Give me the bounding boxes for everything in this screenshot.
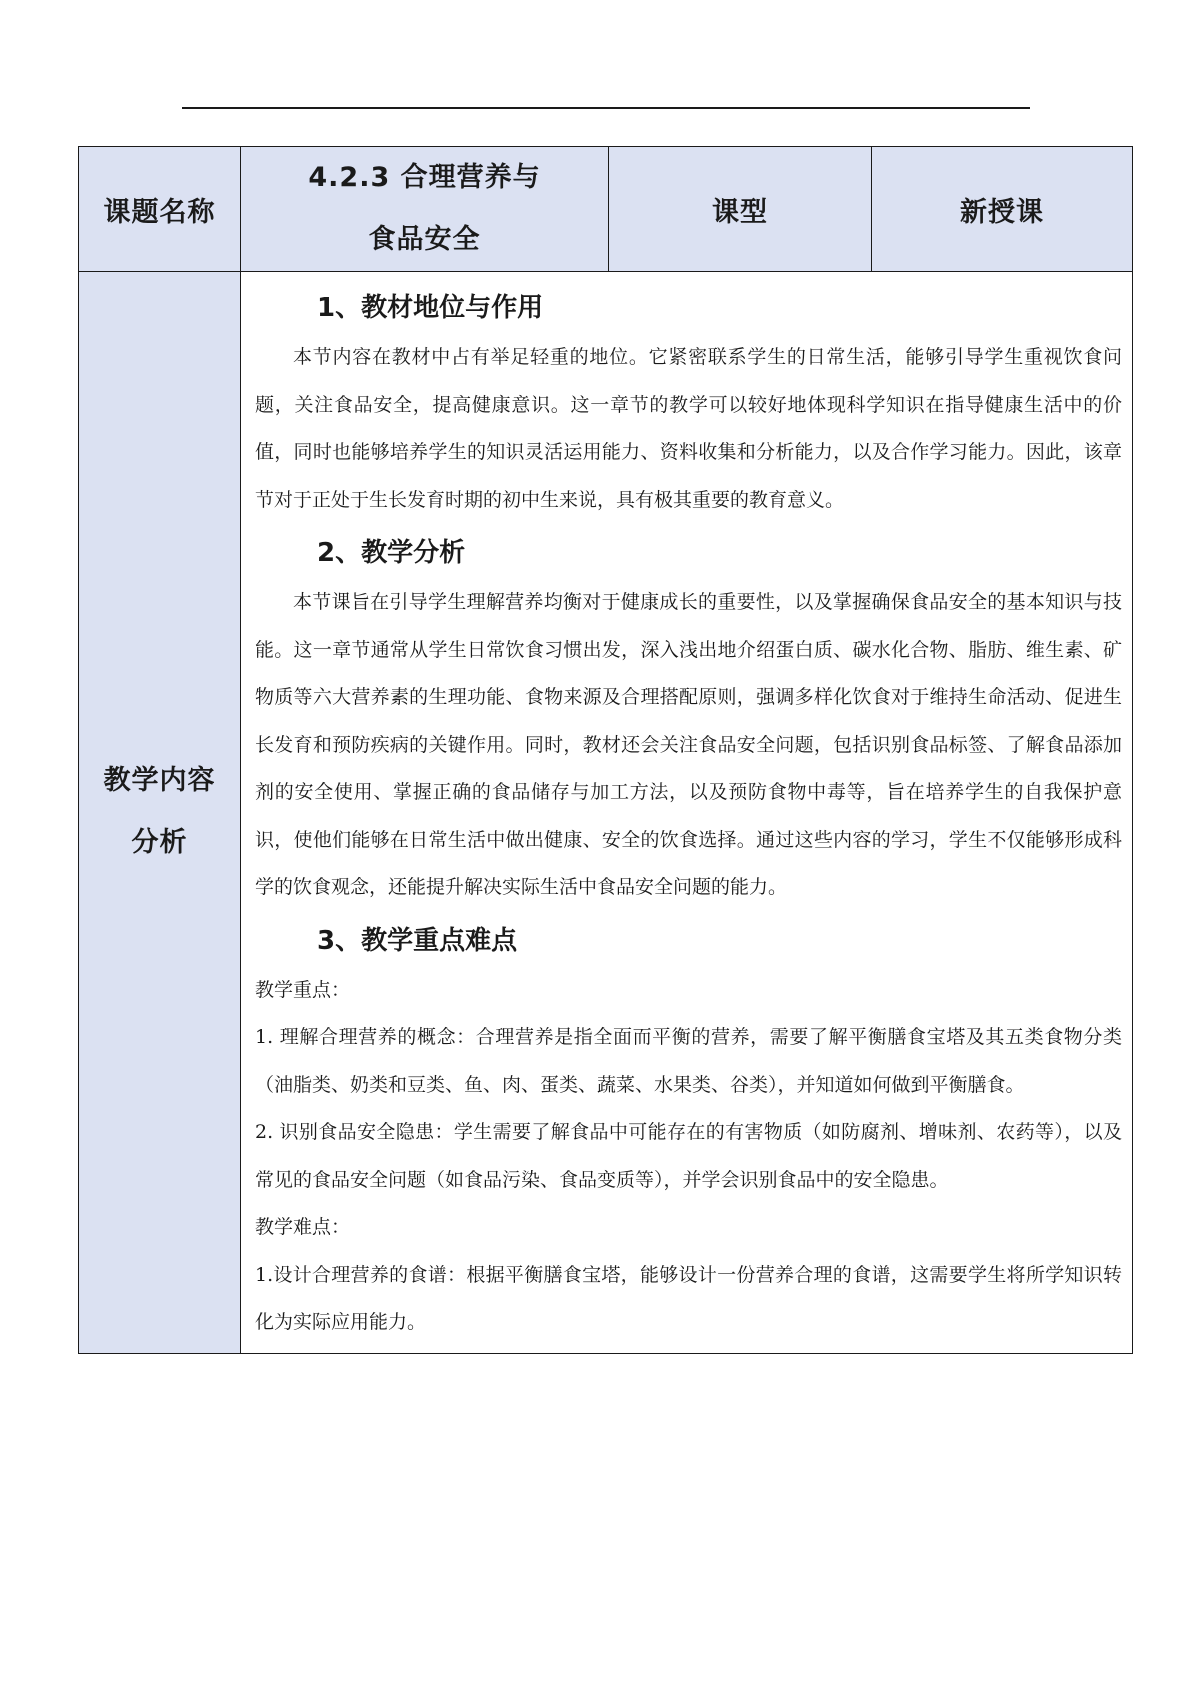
topic-value-line2: 食品安全	[368, 224, 481, 255]
analysis-label-line2: 分析	[131, 827, 188, 859]
key-points-label: 教学重点：	[255, 978, 351, 1001]
analysis-label-line1: 教学内容	[103, 765, 216, 797]
type-value: 新授课	[872, 147, 1133, 272]
section2-title: 2、教学分析	[317, 538, 466, 568]
section3-title: 3、教学重点难点	[317, 925, 518, 956]
key-point-1: 1. 理解合理营养的概念：合理营养是指全面而平衡的营养，需要了解平衡膳食宝塔及其五类食物分类（油脂类、奶类和豆类、鱼、肉、蛋类、蔬菜、水果类、谷类），并知道如何做到平衡膳食。	[255, 1026, 1122, 1096]
analysis-label	[79, 272, 241, 1354]
table-header-row	[79, 147, 1133, 272]
section1-title: 1、教材地位与作用	[317, 293, 544, 323]
difficulty-label: 教学难点：	[255, 1216, 351, 1238]
topic-value	[241, 147, 609, 272]
section2-text: 本节课旨在引导学生理解营养均衡对于健康成长的重要性，以及掌握确保食品安全的基本知识与技能。这一章节通常从学生日常饮食习惯出发，深入浅出地介绍蛋白质、碳水化合物、脂肪、维生素、矿物质等六大营养素的生理功能、食物来源及合理搭配原则，强调多样化饮食对于维持生命活动、促进生长发育和预防疾病的关键作用。同时，教材还会关注食品安全问题，包括识别食品标签、了解食品添加剂的安全使用、掌握正确的食品储存与加工方法，以及预防食物中毒等，旨在培养学生的自我保护意识，使他们能够在日常生活中做出健康、安全的饮食选择。通过这些内容的学习，学生不仅能够形成科学的饮食观念，还能提升解决实际生活中食品安全问题的能力。	[255, 591, 1122, 898]
analysis-content	[241, 272, 1133, 1354]
analysis-row	[79, 272, 1133, 1354]
type-label: 课型	[609, 147, 872, 272]
header-rule	[182, 107, 1030, 109]
topic-label: 课题名称	[79, 147, 241, 272]
difficulty-1: 1.设计合理营养的食谱：根据平衡膳食宝塔，能够设计一份营养合理的食谱，这需要学生将所学知识转化为实际应用能力。	[255, 1263, 1122, 1333]
topic-value-line1: 4.2.3 合理营养与	[308, 162, 541, 193]
section1-text: 本节内容在教材中占有举足轻重的地位。它紧密联系学生的日常生活，能够引导学生重视饮食问题，关注食品安全，提高健康意识。这一章节的教学可以较好地体现科学知识在指导健康生活中的价值，同时也能够培养学生的知识灵活运用能力、资料收集和分析能力，以及合作学习能力。因此，该章节对于正处于生长发育时期的初中生来说，具有极其重要的教育意义。	[255, 346, 1122, 511]
lesson-plan-table	[78, 146, 1133, 1354]
key-point-2: 2. 识别食品安全隐患：学生需要了解食品中可能存在的有害物质（如防腐剂、增味剂、农药等），以及常见的食品安全问题（如食品污染、食品变质等），并学会识别食品中的安全隐患。	[255, 1121, 1122, 1191]
